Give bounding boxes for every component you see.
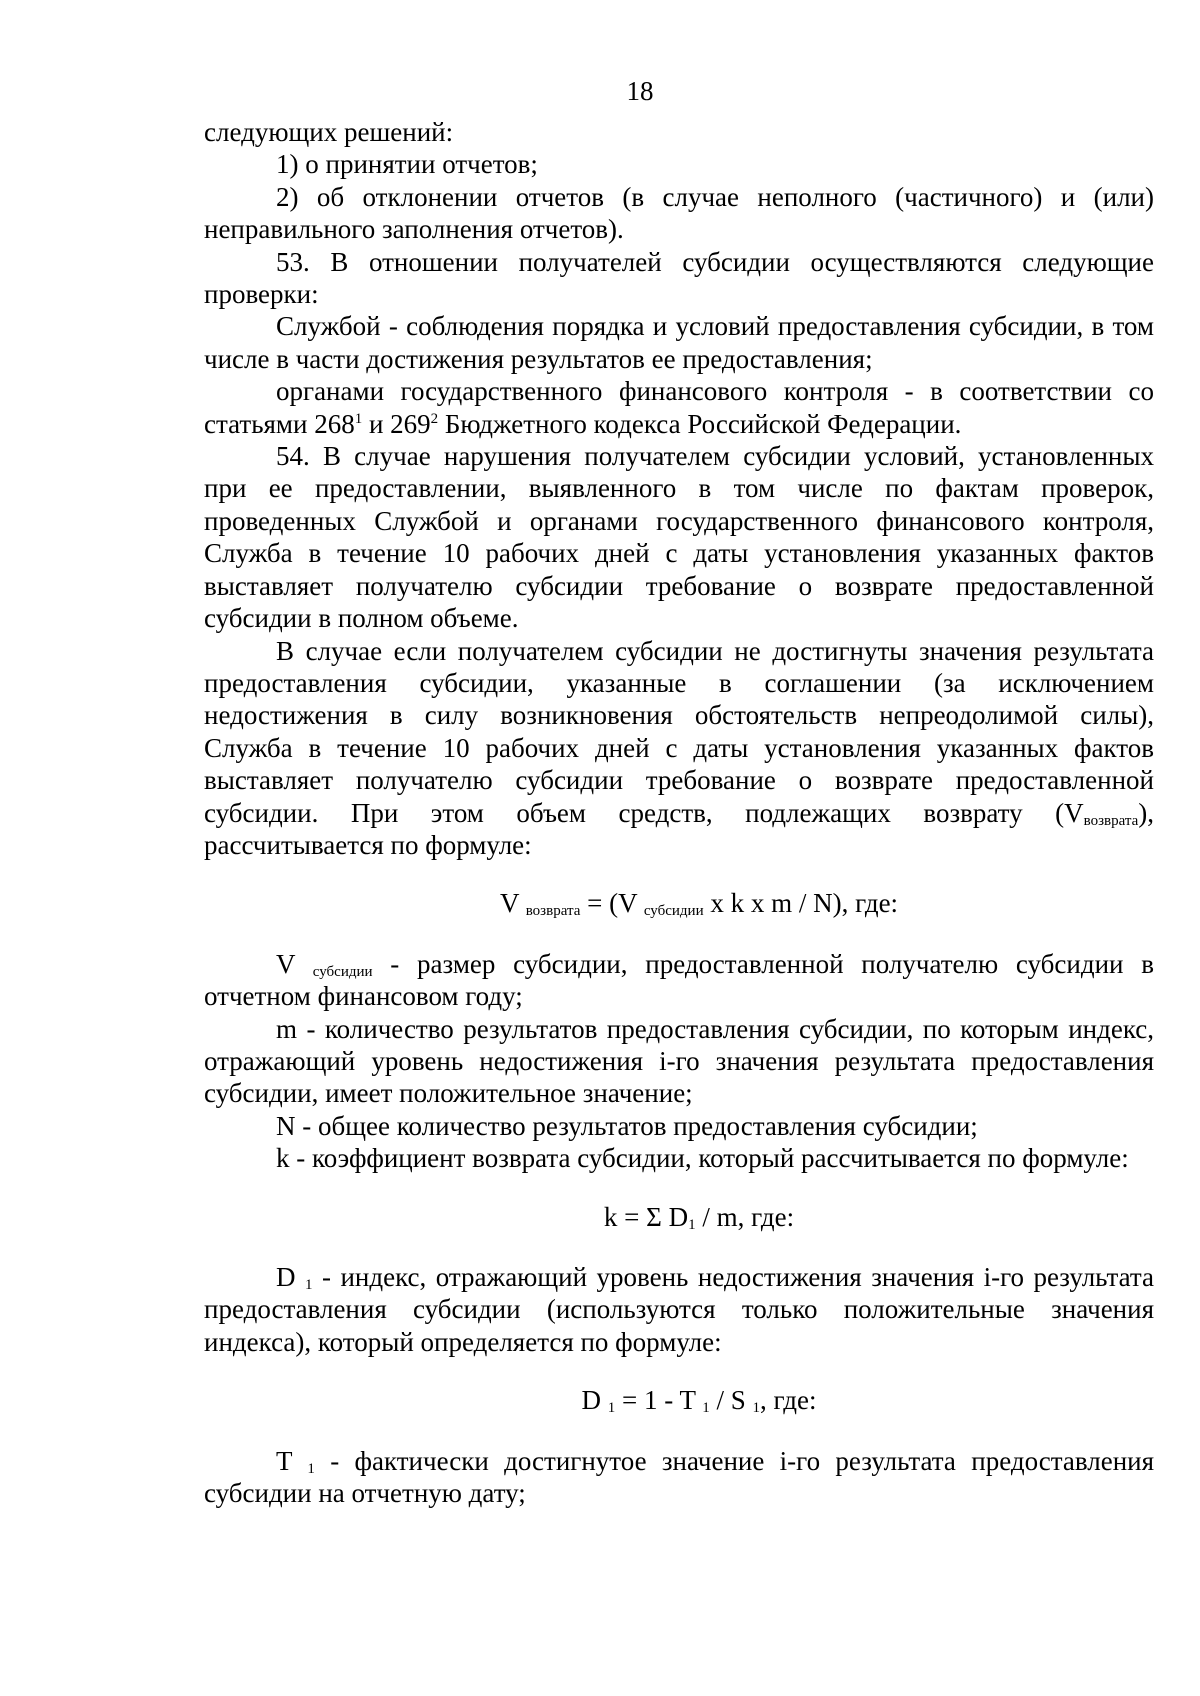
variable: D — [276, 1262, 296, 1292]
subscript: 1 — [305, 1277, 313, 1293]
formula-part: / S — [709, 1385, 746, 1416]
text-fragment: Бюджетного кодекса Российской Федерации. — [438, 408, 962, 439]
clause-54: 54. В случае нарушения получателем субсидии условий, установленных при ее предоставлении, выявленного в том числе по фактам проверок, проведенных Службой и органами государственного финансового контроля, Служба в течение 10 рабочих дней с даты установления указанных фактов выставляет получателю субсидии требование о возврате предоставленной субсидии в полном объеме. — [204, 441, 1154, 634]
formula-part: k = Σ D — [603, 1201, 689, 1232]
formula-part: V — [499, 888, 519, 919]
page-number: 18 — [626, 76, 654, 106]
text-fragment: органами государственного финансового контроля - в соответствии со статьями 268 — [204, 376, 1154, 439]
paragraph-intro: следующих решений: — [204, 117, 454, 147]
subscript: 1 — [688, 1216, 696, 1233]
list-item-reject-reports: 2) об отклонении отчетов (в случае неполного (частичного) и (или) неправильного заполнения отчетов). — [204, 181, 1154, 245]
paragraph-financial-control — [204, 375, 1154, 440]
definition-t — [204, 1445, 1154, 1510]
subscript: 1 — [752, 1400, 761, 1417]
formula-part: , где: — [760, 1385, 817, 1416]
subscript: субсидии — [643, 903, 704, 920]
clause-53: 53. В отношении получателей субсидии осуществляются следующие проверки: — [204, 246, 1154, 310]
variable: T — [276, 1445, 293, 1476]
formula-v-return — [244, 887, 1154, 919]
paragraph-non-achievement — [204, 635, 1154, 862]
variable: V — [276, 948, 296, 979]
text-fragment: - размер субсидии, предоставленной получателю субсидии в отчетном финансовом году; — [204, 948, 1155, 1012]
superscript: 1 — [354, 410, 363, 427]
text-fragment: В случае если получателем субсидии не достигнуты значения результата предоставления субсидии, указанные в соглашении (за исключением недостижения в силу возникновения обстоятельств непреодолимой силы), Служба в течение 10 рабочих дней с даты установления указанных фактов выставляет получателю субсидии требование о возврате предоставленной субсидии. При этом объем средств, подлежащих возврату (V — [204, 635, 1154, 828]
text-fragment: и 269 — [362, 408, 431, 439]
formula-part: x k x m / N), где: — [703, 888, 899, 919]
definition-v-subsidy — [204, 948, 1154, 1013]
list-item-accept-reports: 1) о принятии отчетов; — [276, 149, 538, 180]
subscript: возврата — [1083, 812, 1139, 829]
paragraph-service-checks: Службой - соблюдения порядка и условий предоставления субсидии, в том числе в части достижения результатов ее предоставления; — [204, 311, 1154, 374]
formula-k — [244, 1201, 1154, 1233]
superscript: 2 — [430, 410, 439, 427]
subscript: 1 — [702, 1400, 710, 1417]
subscript: субсидии — [312, 963, 373, 980]
formula-part: / m, где: — [695, 1201, 795, 1232]
definition-m: m - количество результатов предоставления субсидии, по которым индекс, отражающий уровень недостижения i-го значения результата предоставления субсидии, имеет положительное значение; — [204, 1013, 1154, 1109]
formula-d — [244, 1384, 1154, 1416]
definition-d — [204, 1261, 1154, 1358]
subscript: 1 — [307, 1460, 315, 1477]
subscript: возврата — [525, 903, 581, 920]
formula-part: D — [581, 1385, 601, 1416]
definition-n: N - общее количество результатов предоставления субсидии; — [276, 1110, 978, 1141]
document-body — [204, 116, 1154, 1509]
text-fragment: - индекс, отражающий уровень недостижения значения i-го результата предоставления субсидии (используются только положительные значения индекса), который определяется по формуле: — [204, 1262, 1154, 1357]
text-fragment: - фактически достигнутое значение i-го результата предоставления субсидии на отчетную дату; — [204, 1445, 1155, 1509]
formula-part: = 1 - T — [615, 1385, 696, 1416]
definition-k: k - коэффициент возврата субсидии, который рассчитывается по формуле: — [276, 1143, 1129, 1174]
formula-part: = (V — [580, 888, 638, 919]
subscript: 1 — [607, 1400, 616, 1417]
text-fragment: ), рассчитывается по формуле: — [204, 797, 1154, 860]
